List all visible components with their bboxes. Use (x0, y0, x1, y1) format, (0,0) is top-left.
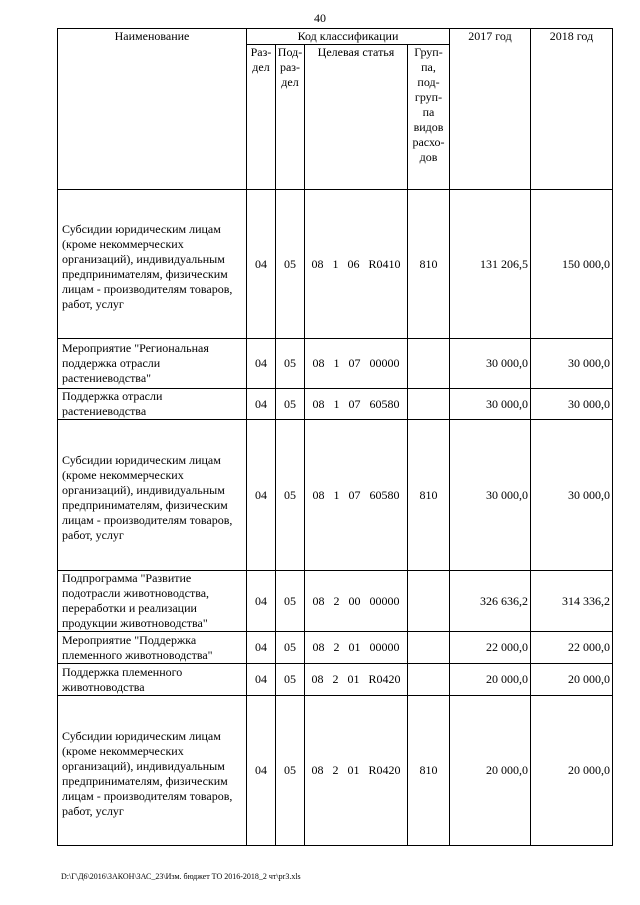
target-direction: 00000 (369, 593, 400, 608)
table-row (58, 632, 613, 664)
row-2018: 150 000,0 (531, 190, 613, 339)
row-name (58, 339, 247, 389)
row-group (408, 664, 450, 696)
header-name: Наименование (58, 29, 247, 190)
target-direction: 60580 (369, 396, 400, 411)
target-event: 01 (348, 640, 361, 654)
target-event: 07 (348, 356, 361, 370)
target-subprogram: 2 (332, 763, 339, 777)
row-2017: 20 000,0 (450, 696, 531, 846)
row-name-text: Подпрограмма "Развитие подотрасли животноводства, переработки и реализации продукции животноводства" (62, 571, 210, 630)
row-2017: 30 000,0 (450, 389, 531, 420)
row-2018: 30 000,0 (531, 420, 613, 571)
target-subprogram: 2 (333, 593, 340, 608)
row-subsection: 05 (276, 632, 305, 664)
row-group: 810 (408, 420, 450, 571)
row-name-text: Субсидии юридическим лицам (кроме некоммерческих организаций), индивидуальным предпринимателям, физическим лицам - производителям товаров, работ, услуг (62, 728, 233, 818)
target-program: 08 (312, 487, 325, 502)
row-name (58, 420, 247, 571)
row-name (58, 632, 247, 664)
row-section: 04 (247, 632, 276, 664)
target-subprogram: 2 (332, 672, 339, 686)
row-group: 810 (408, 696, 450, 846)
target-event: 01 (347, 763, 360, 777)
row-name-text: Мероприятие "Региональная поддержка отрасли растениеводства" (62, 341, 209, 385)
table-row (58, 696, 613, 846)
target-direction: R0420 (368, 672, 401, 686)
row-2018: 314 336,2 (531, 571, 613, 632)
row-section: 04 (247, 664, 276, 696)
row-2018: 22 000,0 (531, 632, 613, 664)
target-direction: R0410 (368, 256, 401, 271)
target-program: 08 (311, 672, 324, 686)
header-2018: 2018 год (531, 29, 613, 190)
header-subsection: Под- раз- дел (276, 45, 305, 190)
target-event: 07 (348, 396, 361, 411)
row-section: 04 (247, 339, 276, 389)
table-row (58, 190, 613, 339)
target-program: 08 (312, 396, 325, 411)
row-2017: 30 000,0 (450, 339, 531, 389)
row-group (408, 339, 450, 389)
row-name-text: Поддержка племенного животноводства (62, 664, 183, 694)
row-section: 04 (247, 420, 276, 571)
row-subsection: 05 (276, 339, 305, 389)
target-event: 00 (348, 593, 361, 608)
row-2017: 20 000,0 (450, 664, 531, 696)
target-program: 08 (311, 256, 324, 271)
row-subsection: 05 (276, 664, 305, 696)
file-path-footer: D:\Г\Д6\2016\ЗАКОН\ЗАС_23\Изм. бюджет ТО 2016-2018_2 чт\pr3.xls (61, 872, 301, 881)
row-name-text: Субсидии юридическим лицам (кроме некоммерческих организаций), индивидуальным предпринимателям, физическим лицам - производителям товаров, работ, услуг (62, 222, 233, 311)
row-2017: 326 636,2 (450, 571, 531, 632)
row-subsection: 05 (276, 190, 305, 339)
target-program: 08 (312, 593, 325, 608)
row-target (305, 696, 408, 846)
row-name (58, 664, 247, 696)
table-row (58, 339, 613, 389)
row-name (58, 571, 247, 632)
target-direction: 00000 (369, 640, 400, 654)
row-subsection: 05 (276, 420, 305, 571)
row-group: 810 (408, 190, 450, 339)
row-target (305, 339, 408, 389)
row-name-text: Мероприятие "Поддержка племенного животноводства" (62, 632, 213, 662)
row-2017: 30 000,0 (450, 420, 531, 571)
target-program: 08 (312, 356, 325, 370)
target-subprogram: 1 (332, 256, 339, 271)
target-event: 07 (348, 487, 361, 502)
target-program: 08 (312, 640, 325, 654)
row-name (58, 389, 247, 420)
header-group: Груп- па, под- груп- па видов расхо- дов (408, 45, 450, 190)
table-row (58, 389, 613, 420)
row-group (408, 571, 450, 632)
target-subprogram: 2 (333, 640, 340, 654)
row-target (305, 632, 408, 664)
header-target: Целевая статья (305, 45, 408, 190)
header-code: Код классификации (247, 29, 450, 45)
row-subsection: 05 (276, 571, 305, 632)
page-number: 40 (314, 11, 326, 25)
target-event: 06 (347, 256, 360, 271)
row-2018: 20 000,0 (531, 696, 613, 846)
row-target (305, 664, 408, 696)
table-row (58, 664, 613, 696)
target-subprogram: 1 (333, 356, 340, 370)
table-row (58, 420, 613, 571)
target-direction: 60580 (369, 487, 400, 502)
row-2018: 30 000,0 (531, 339, 613, 389)
budget-table (57, 28, 613, 846)
target-subprogram: 1 (333, 487, 340, 502)
row-name-text: Поддержка отрасли растениеводства (62, 389, 163, 418)
row-name (58, 190, 247, 339)
row-2017: 131 206,5 (450, 190, 531, 339)
row-subsection: 05 (276, 696, 305, 846)
target-subprogram: 1 (333, 396, 340, 411)
row-name (58, 696, 247, 846)
row-target (305, 420, 408, 571)
row-group (408, 632, 450, 664)
row-2018: 20 000,0 (531, 664, 613, 696)
row-target (305, 389, 408, 420)
header-2017: 2017 год (450, 29, 531, 190)
row-target (305, 190, 408, 339)
header-section: Раз- дел (247, 45, 276, 190)
row-group (408, 389, 450, 420)
row-section: 04 (247, 389, 276, 420)
row-section: 04 (247, 571, 276, 632)
table-row (58, 571, 613, 632)
target-event: 01 (347, 672, 360, 686)
target-direction: R0420 (368, 763, 401, 777)
row-section: 04 (247, 190, 276, 339)
row-2018: 30 000,0 (531, 389, 613, 420)
target-direction: 00000 (369, 356, 400, 370)
target-program: 08 (311, 763, 324, 777)
row-target (305, 571, 408, 632)
row-section: 04 (247, 696, 276, 846)
row-2017: 22 000,0 (450, 632, 531, 664)
row-subsection: 05 (276, 389, 305, 420)
row-name-text: Субсидии юридическим лицам (кроме некоммерческих организаций), индивидуальным предпринимателям, физическим лицам - производителям товаров, работ, услуг (62, 453, 233, 542)
